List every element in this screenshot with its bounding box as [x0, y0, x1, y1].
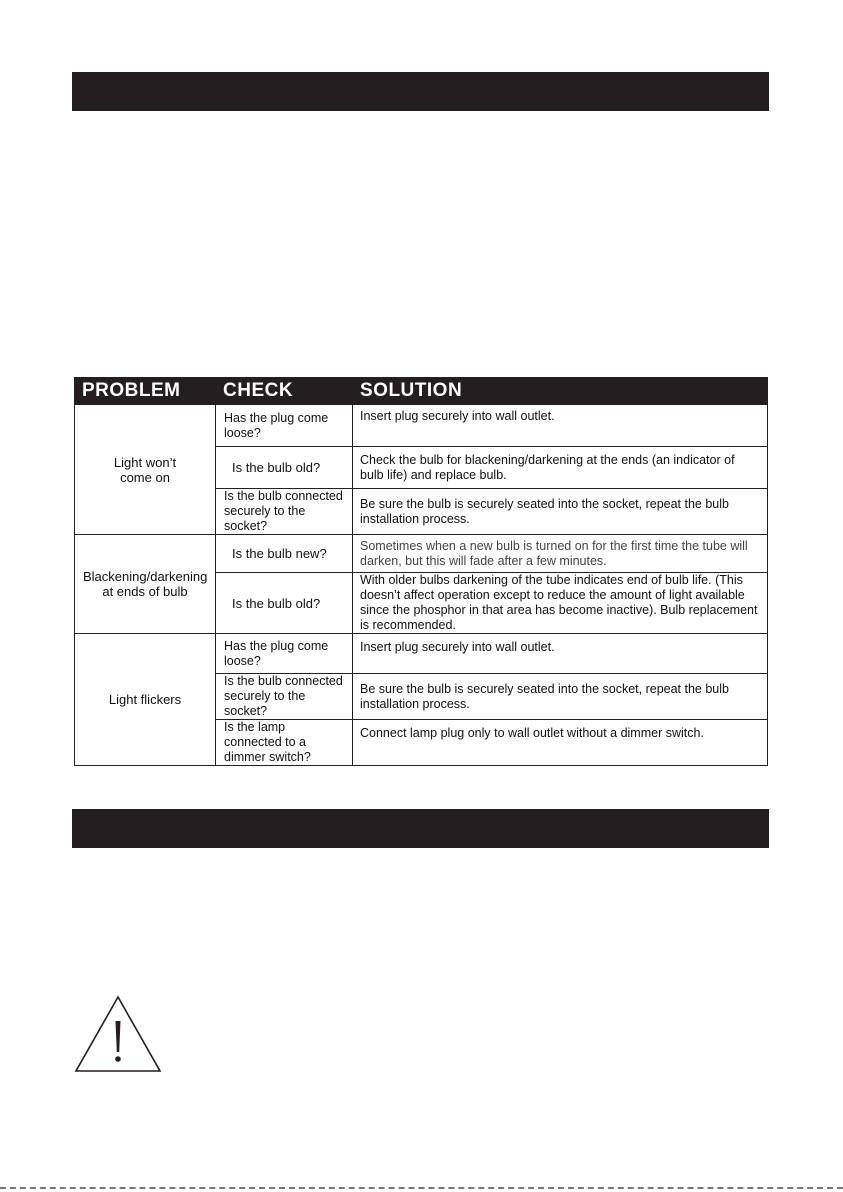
check-cell: Is the bulb old? — [216, 573, 353, 634]
header-problem: PROBLEM — [75, 378, 216, 405]
solution-cell: With older bulbs darkening of the tube indicates end of bulb life. (This doesn’t affect operation except to reduce the amount of light available since the phosphor in that area has become inactive). Bulb replacement is recommended. — [353, 573, 768, 634]
troubleshooting-table — [74, 377, 768, 766]
solution-cell: Check the bulb for blackening/darkening at the ends (an indicator of bulb life) and replace bulb. — [353, 447, 768, 489]
solution-cell: Insert plug securely into wall outlet. — [353, 405, 768, 447]
page-bottom-rule — [0, 1187, 843, 1189]
check-cell: Has the plug come loose? — [216, 405, 353, 447]
check-cell: Is the bulb connected securely to the socket? — [216, 674, 353, 720]
problem-cell: Light flickers — [75, 634, 216, 766]
check-cell: Is the bulb new? — [216, 535, 353, 573]
check-cell: Is the lamp connected to a dimmer switch? — [216, 720, 353, 766]
check-cell: Is the bulb connected securely to the socket? — [216, 489, 353, 535]
table-row — [75, 634, 768, 674]
solution-cell: Be sure the bulb is securely seated into the socket, repeat the bulb installation process. — [353, 489, 768, 535]
warning-triangle-icon — [74, 995, 162, 1073]
table-row — [75, 535, 768, 573]
header-check: CHECK — [216, 378, 353, 405]
table-row — [75, 405, 768, 447]
header-solution: SOLUTION — [353, 378, 768, 405]
table-header-row — [75, 378, 768, 405]
problem-cell: Light won’t come on — [75, 405, 216, 535]
solution-cell: Sometimes when a new bulb is turned on for the first time the tube will darken, but this will fade after a few minutes. — [353, 535, 768, 573]
problem-cell: Blackening/darkening at ends of bulb — [75, 535, 216, 634]
solution-cell: Insert plug securely into wall outlet. — [353, 634, 768, 674]
check-cell: Has the plug come loose? — [216, 634, 353, 674]
section-header-bar-top — [72, 72, 769, 111]
solution-cell: Be sure the bulb is securely seated into the socket, repeat the bulb installation process. — [353, 674, 768, 720]
solution-cell: Connect lamp plug only to wall outlet without a dimmer switch. — [353, 720, 768, 766]
section-header-bar-bottom — [72, 809, 769, 848]
check-cell: Is the bulb old? — [216, 447, 353, 489]
